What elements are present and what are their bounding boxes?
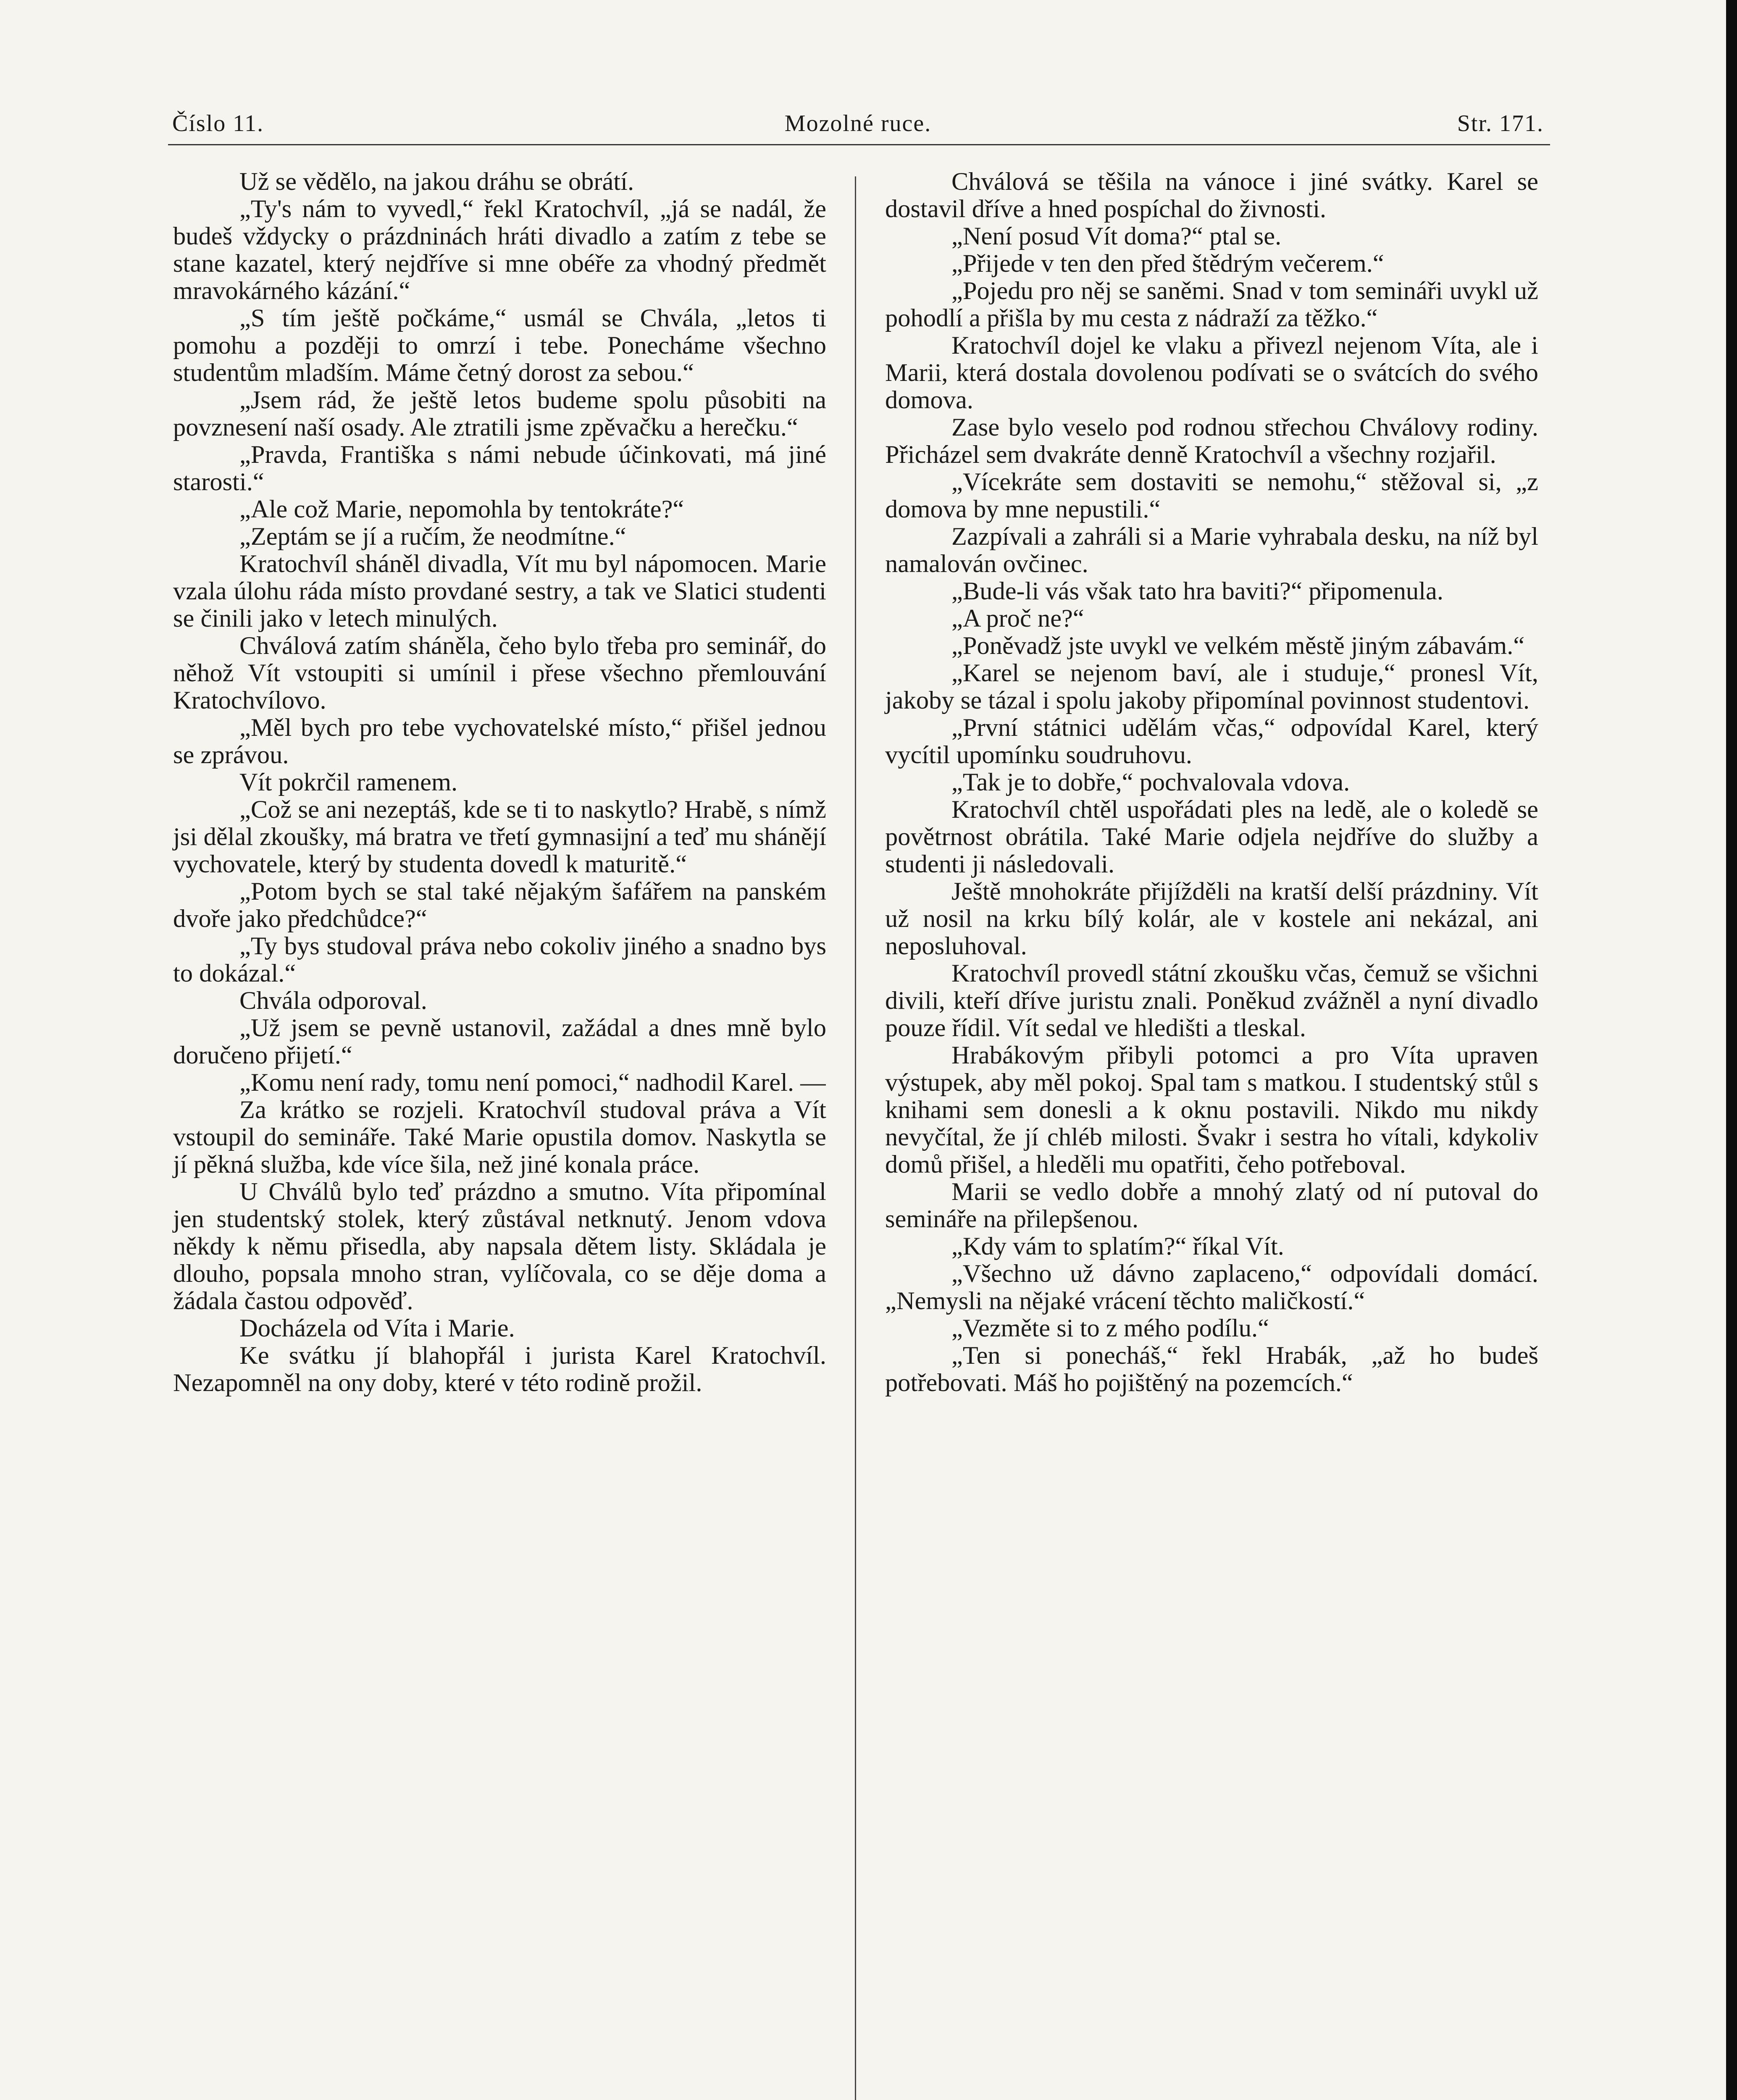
paragraph: Zazpívali a zahráli si a Marie vyhrabala desku, na níž byl namalován ovčinec. [885,522,1538,578]
paragraph: Kratochvíl dojel ke vlaku a přivezl nejenom Víta, ale i Marii, která dostala dovolenou podívati se o svátcích do svého domova. [885,331,1538,414]
paragraph: Chválová se těšila na vánoce i jiné svátky. Karel se dostavil dříve a hned pospíchal do živnosti. [885,168,1538,223]
paragraph: „Ale což Marie, nepomohla by tentokráte?“ [239,495,684,523]
paragraph: „Zeptám se jí a ručím, že neodmítne.“ [239,522,626,551]
paragraph: „Vícekráte sem dostaviti se nemohu,“ stěžoval si, „z domova by mne nepustili.“ [885,468,1538,523]
paragraph: Marii se vedlo dobře a mnohý zlatý od ní putoval do semináře na přilepšenou. [885,1178,1538,1233]
paragraph: „Což se ani nezeptáš, kde se ti to naskytlo? Hrabě, s nímž jsi dělal zkoušky, má bratra ve třetí gymnasijní a teď mu shánějí vychovatele, který by studenta dovedl k maturitě.“ [173,795,826,878]
paragraph: Ještě mnohokráte přijížděli na kratší delší prázdniny. Vít už nosil na krku bílý kolár, ale v kostele ani nekázal, ani neposluhoval. [885,877,1538,960]
paragraph: „Měl bych pro tebe vychovatelské místo,“ přišel jednou se zprávou. [173,714,826,769]
left-column [173,168,826,1396]
paragraph: Kratochvíl sháněl divadla, Vít mu byl nápomocen. Marie vzala úlohu ráda místo provdané sestry, a tak ve Slatici studenti se činili jako v letech minulých. [173,550,826,633]
paragraph: Chválová zatím sháněla, čeho bylo třeba pro seminář, do něhož Vít vstoupiti si umínil i přese všechno přemlouvání Kratochvílovo. [173,632,826,714]
paragraph: Kratochvíl chtěl uspořádati ples na ledě, ale o koledě se povětrnost obrátila. Také Marie odjela nejdříve do služby a studenti ji následovali. [885,795,1538,878]
running-title: Mozolné ruce. [784,110,932,136]
paragraph: Chvála odporoval. [239,987,427,1015]
page-header [172,110,1544,148]
paragraph: U Chválů bylo teď prázdno a smutno. Víta připomínal jen studentský stolek, který zůstával netknutý. Jenom vdova někdy k němu přisedla, aby napsala dětem listy. Skládala je dlouho, popsala mnoho stran, vylíčovala, co se děje doma a žádala častou odpověď. [173,1178,826,1315]
paragraph: „Kdy vám to splatím?“ říkal Vít. [951,1232,1284,1260]
paragraph: „Pojedu pro něj se saněmi. Snad v tom semináři uvykl už pohodlí a přišla by mu cesta z nádraží za těžko.“ [885,277,1538,332]
paragraph: „Ten si ponecháš,“ řekl Hrabák, „až ho budeš potřebovati. Máš ho pojištěný na pozemcích.“ [885,1341,1538,1397]
paragraph: Hrabákovým přibyli potomci a pro Víta upraven výstupek, aby měl pokoj. Spal tam s matkou. I studentský stůl s knihami sem donesli a k oknu postavili. Nikdo mu nikdy nevyčítal, že jí chléb milosti. Švakr i sestra ho vítali, kdykoliv domů přišel, a hleděli mu opatřiti, čeho potřeboval. [885,1041,1538,1179]
paragraph: Za krátko se rozjeli. Kratochvíl studoval práva a Vít vstoupil do semináře. Také Marie opustila domov. Naskytla se jí pěkná služba, kde více šila, než jiné konala práce. [173,1096,826,1179]
paragraph: „Karel se nejenom baví, ale i studuje,“ pronesl Vít, jakoby se tázal i spolu jakoby připomínal povinnost studentovi. [885,659,1538,714]
paragraph: „Pravda, Františka s námi nebude účinkovati, má jiné starosti.“ [173,441,826,496]
right-column [885,168,1538,1396]
paragraph: „Přijede v ten den před štědrým večerem.“ [951,249,1384,278]
paragraph: Ke svátku jí blahopřál i jurista Karel Kratochvíl. Nezapomněl na ony doby, které v této rodině prožil. [173,1341,826,1397]
paragraph: Vít pokrčil ramenem. [239,768,458,796]
paragraph: „Vezměte si to z mého podílu.“ [951,1314,1269,1342]
paragraph: Už se vědělo, na jakou dráhu se obrátí. [239,168,634,196]
paragraph: „A proč ne?“ [951,604,1084,633]
issue-number: Číslo 11. [172,110,264,136]
paragraph: „Všechno už dávno zaplaceno,“ odpovídali domácí. „Nemysli na nějaké vrácení těchto maličkostí.“ [885,1260,1538,1315]
page-number: Str. 171. [1457,110,1544,136]
header-rule [168,144,1550,145]
paragraph: „S tím ještě počkáme,“ usmál se Chvála, „letos ti pomohu a později to omrzí i tebe. Ponecháme všechno studentům mladším. Máme četný dorost za sebou.“ [173,304,826,387]
column-divider [855,176,856,2100]
scan-edge [1726,0,1737,2100]
paragraph: „První státnici udělám včas,“ odpovídal Karel, který vycítil upomínku soudruhovu. [885,714,1538,769]
paragraph: „Poněvadž jste uvykl ve velkém městě jiným zábavám.“ [951,632,1525,660]
paragraph: „Jsem rád, že ještě letos budeme spolu působiti na povznesení naší osady. Ale ztratili jsme zpěvačku a herečku.“ [173,386,826,441]
paragraph: „Bude-li vás však tato hra baviti?“ připomenula. [951,577,1443,605]
paragraph: „Ty's nám to vyvedl,“ řekl Kratochvíl, „já se nadál, že budeš vždycky o prázdninách hráti divadlo a zatím z tebe se stane kazatel, který nejdříve si mne obéře za vhodný předmět mravokárného kázání.“ [173,195,826,305]
paragraph: „Není posud Vít doma?“ ptal se. [951,222,1282,250]
paragraph: Kratochvíl provedl státní zkoušku včas, čemuž se všichni divili, kteří dříve juristu znali. Poněkud zvážněl a nyní divadlo pouze řídil. Vít sedal ve hledišti a tleskal. [885,959,1538,1042]
paragraph: Docházela od Víta i Marie. [239,1314,515,1342]
paragraph: „Ty bys studoval práva nebo cokoliv jiného a snadno bys to dokázal.“ [173,932,826,987]
paragraph: Zase bylo veselo pod rodnou střechou Chválovy rodiny. Přicházel sem dvakráte denně Kratochvíl a všechny rozjařil. [885,413,1538,469]
paragraph: „Tak je to dobře,“ pochvalovala vdova. [951,768,1350,796]
paragraph: „Komu není rady, tomu není pomoci,“ nadhodil Karel. — [239,1068,826,1097]
paragraph: „Potom bych se stal také nějakým šafářem na panském dvoře jako předchůdce?“ [173,877,826,933]
paragraph: „Už jsem se pevně ustanovil, zažádal a dnes mně bylo doručeno přijetí.“ [173,1014,826,1069]
